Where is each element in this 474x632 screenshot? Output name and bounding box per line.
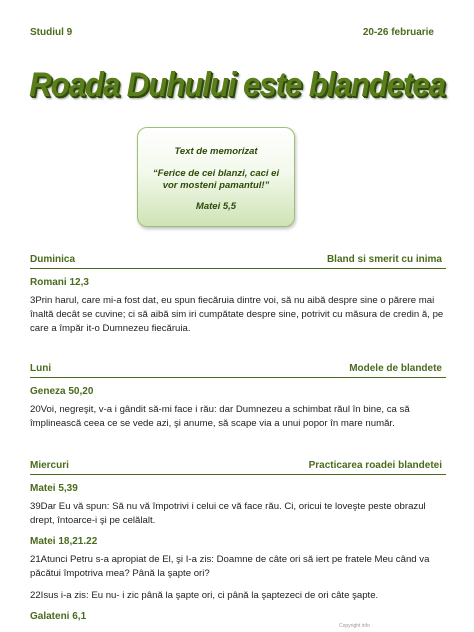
page-title: Roada Duhului este blandetea xyxy=(29,66,445,104)
section-theme: Modele de blandete xyxy=(349,363,442,374)
scripture-text: 22Isus i-a zis: Eu nu- i zic până la şapte ori, ci până la şaptezeci de ori câte şapte. xyxy=(30,590,379,601)
section-day: Duminica xyxy=(30,254,76,265)
scripture-reference: Galateni 6,1 xyxy=(30,611,87,622)
date-range: 20-26 februarie xyxy=(362,27,434,38)
scripture-text: 20Voi, negreşit, v-a i gândit să-mi face i rău: dar Dumnezeu a schimbat răul în bine, ca să împlinească ceea ce se vede azi, şi anume, să scape via a unui popor în mare număr. xyxy=(30,404,410,429)
memory-verse-quote: “Ferice de cei blanzi, caci ei vor mosteni pamantul!” xyxy=(152,168,280,191)
section-day: Luni xyxy=(30,363,52,374)
section-theme: Bland si smerit cu inima xyxy=(326,254,442,265)
study-number: Studiul 9 xyxy=(30,27,73,38)
memory-verse-reference: Matei 5,5 xyxy=(195,201,237,212)
footer-note: Copyright info xyxy=(339,623,370,629)
scripture-reference: Matei 5,39 xyxy=(30,483,78,494)
section-monday xyxy=(30,363,446,431)
scripture-text: 21Atunci Petru s-a apropiat de El, şi I-a zis: Doamne de câte ori să iert pe fratele Meu când va păcătui împotriva mea? Până la şapte ori? xyxy=(30,554,430,579)
section-day: Miercuri xyxy=(30,460,69,471)
scripture-reference: Matei 18,21.22 xyxy=(30,536,98,547)
section-header xyxy=(30,460,446,475)
section-header xyxy=(30,363,446,378)
memory-verse-box xyxy=(137,127,295,227)
scripture-text: 3Prin harul, care mi-a fost dat, eu spun fiecăruia dintre voi, să nu aibă despre sine o părere mai înaltă decât se cuvine; ci să aibă sim iri cumpătate despre sine, potrivit cu măsura de credin ă, pe care a împăr it-o Dumnezeu fiecăruia. xyxy=(30,295,444,334)
scripture-reference: Geneza 50,20 xyxy=(30,386,94,397)
section-sunday xyxy=(30,254,446,336)
scripture-reference: Romani 12,3 xyxy=(30,277,89,288)
memory-verse-title: Text de memorizat xyxy=(174,146,258,157)
section-theme: Practicarea roadei blandetei xyxy=(308,460,442,471)
section-wednesday xyxy=(30,460,446,622)
section-header xyxy=(30,254,446,269)
scripture-text: 39Dar Eu vă spun: Să nu vă împotrivi i celui ce vă face rău. Ci, oricui te loveşte peste obrazul drept, întoarce-i şi pe celălalt. xyxy=(30,501,426,526)
